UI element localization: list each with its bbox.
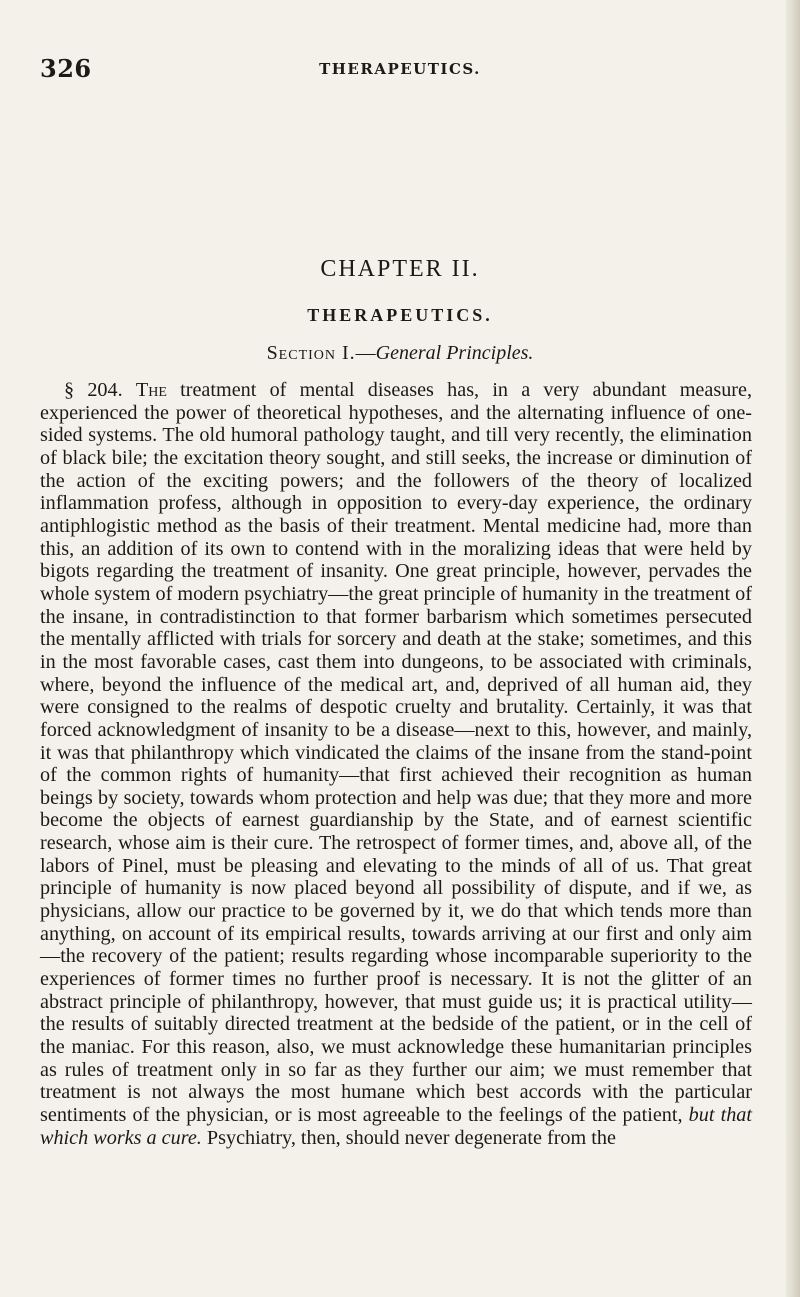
- page-number: 326: [40, 54, 92, 83]
- chapter-title: CHAPTER II.: [320, 256, 480, 282]
- running-title: THERAPEUTICS.: [319, 60, 481, 78]
- lead-word: The: [135, 379, 167, 401]
- chapter-heading: THERAPEUTICS.: [307, 305, 493, 325]
- page-edge-shadow: [786, 0, 800, 1297]
- section-dash: —: [355, 342, 376, 364]
- section-mark: § 204.: [64, 379, 123, 401]
- paragraph-text-1: treatment of mental diseases has, in a very abundant measure, experienced the power of theoretical hypotheses, and the alternating influence of one-sided systems. The old humoral pathology taught, and till very recently, the elimination of black bile; the excitation theory sought, and still seeks, the increase or diminution of the action of the exciting powers; and the followers of the theory of localized inflammation profess, although in opposition to every-day experience, the ordinary antiphlogistic method as the basis of their treatment. Mental medicine had, more than this, an addition of its own to contend with in the moralizing ideas that were held by bigots regarding the treatment of insanity. One great principle, however, pervades the whole system of modern psychiatry—the great principle of humanity in the treatment of the insane, in contradistinction to that former barbarism which sometimes persecuted the mentally afflicted with trials for sorcery and death at the stake; sometimes, and this in the most favorable cases, cast them into dungeons, to be associated with criminals, where, beyond the influence of the medical art, and, deprived of all human aid, they were consigned to the realms of despotic cruelty and brutality. Certainly, it was that forced acknowledgment of insanity to be a disease—next to this, however, and mainly, it was that philanthropy which vindicated the claims of the insane from the stand-point of the common rights of humanity—that first achieved their recognition as human beings by society, towards whom protection and help was due; that they more and more become the objects of earnest guardianship by the State, and of earnest scientific research, whose aim is their cure. The retrospect of former times, and, above all, of the labors of Pinel, must be pleasing and elevating to the minds of all of us. That great principle of humanity is now placed beyond all possibility of dispute, and if we, as physicians, allow our practice to be governed by it, we do that which tends more than anything, on account of its empirical results, towards arriving at our first and only aim—the recovery of the patient; results regarding whose incomparable superiority to the experiences of former times no further proof is necessary. It is not the glitter of an abstract principle of philanthropy, however, that must guide us; it is practical utility—the results of suitably directed treatment at the bedside of the patient, or in the cell of the maniac. For this reason, also, we must acknowledge these humanitarian principles as rules of treatment only in so far as they further our aim; we must remember that treatment is not always the most humane which best accords with the particular sentiments of the physician, or is most agreeable to the feelings of the patient,: [40, 379, 753, 1126]
- paragraph-text-2: Psychiatry, then, should never degenerate from the: [206, 1126, 616, 1149]
- section-label: Section I.: [266, 342, 356, 364]
- body-paragraph: [40, 379, 752, 1149]
- running-header: [40, 54, 760, 84]
- section-name: General Principles.: [375, 342, 534, 364]
- section-title: [0, 342, 800, 365]
- emphasized-phrase: but that which works a cure.: [40, 1104, 753, 1149]
